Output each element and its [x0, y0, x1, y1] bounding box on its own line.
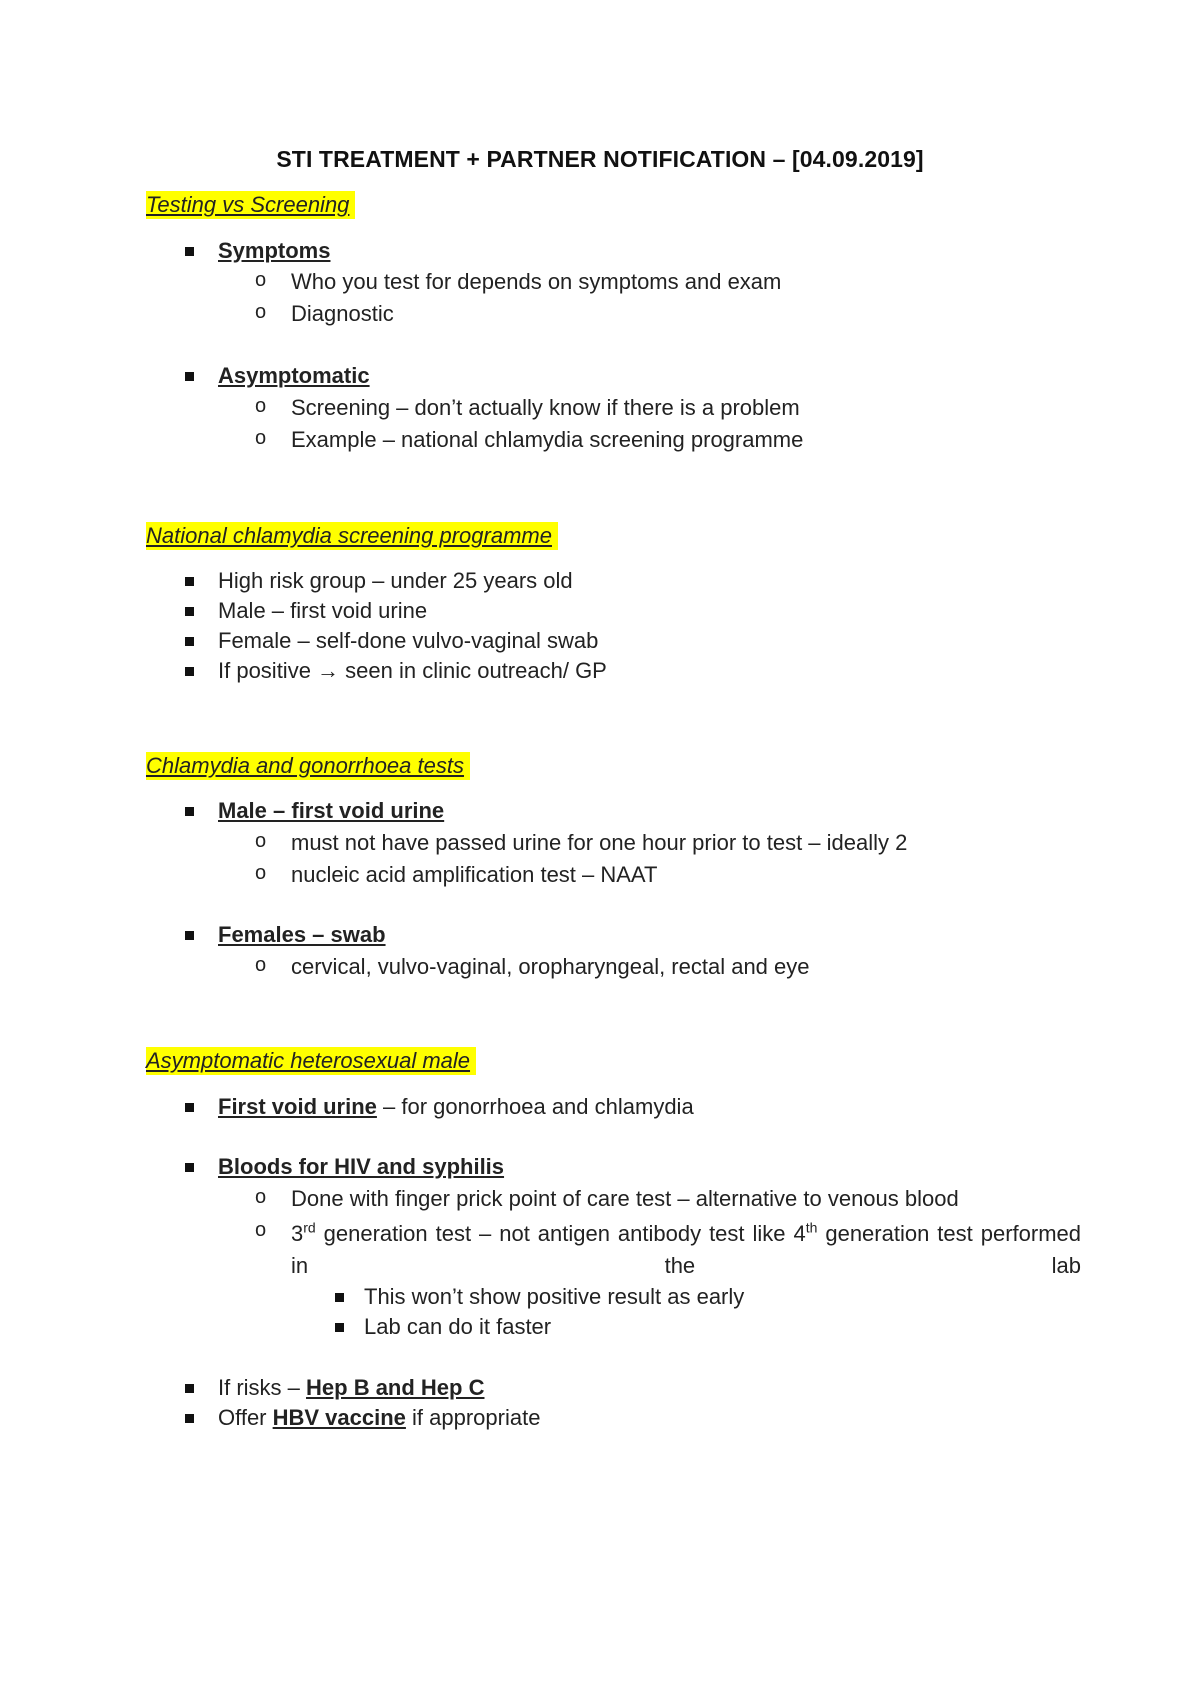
symptoms-label: Symptoms — [218, 238, 331, 263]
circle-bullet-icon: o — [255, 1186, 267, 1208]
asymptomatic-label: Asymptomatic — [218, 363, 370, 388]
list-item-text: generation test performed in the lab — [291, 1221, 1081, 1278]
section-heading-national-chlamydia: National chlamydia screening programme — [146, 522, 558, 550]
arrow-right-icon: → — [317, 658, 340, 683]
females-swab-label: Females – swab — [218, 922, 386, 947]
circle-bullet-icon: o — [255, 395, 267, 417]
offer-hbv-item — [218, 1404, 540, 1432]
square-bullet-icon — [185, 807, 194, 816]
square-bullet-icon — [185, 372, 194, 381]
square-bullet-icon — [185, 637, 194, 646]
hep-b-hep-c-label: Hep B and Hep C — [306, 1375, 485, 1400]
first-void-urine-label: First void urine — [218, 1094, 377, 1119]
section-heading-chlamydia-gonorrhoea-tests: Chlamydia and gonorrhoea tests — [146, 752, 470, 780]
square-bullet-icon — [185, 1384, 194, 1393]
male-first-void-urine-label: Male – first void urine — [218, 798, 445, 823]
circle-bullet-icon: o — [255, 269, 267, 291]
superscript: rd — [303, 1219, 316, 1236]
list-item-text: 3 — [291, 1221, 304, 1246]
circle-bullet-icon: o — [255, 1219, 267, 1241]
square-bullet-icon — [185, 667, 194, 676]
square-bullet-icon — [185, 1163, 194, 1172]
square-bullet-icon — [185, 607, 194, 616]
list-item: nucleic acid amplification test – NAAT — [291, 862, 658, 887]
section-heading-asymptomatic-heterosexual-male: Asymptomatic heterosexual male — [146, 1047, 476, 1075]
sub-list-item: Lab can do it faster — [364, 1314, 552, 1339]
list-item-text: – for gonorrhoea and chlamydia — [376, 1094, 694, 1119]
sub-list-item: This won’t show positive result as early — [364, 1284, 745, 1309]
list-item-text: If risks – — [218, 1375, 307, 1400]
list-item-text: seen in clinic outreach/ GP — [339, 658, 607, 683]
square-bullet-icon — [185, 247, 194, 256]
list-item: must not have passed urine for one hour prior to test – ideally 2 — [291, 830, 908, 855]
first-void-urine-item — [218, 1093, 694, 1121]
list-item: Example – national chlamydia screening programme — [291, 427, 804, 452]
circle-bullet-icon: o — [255, 862, 267, 884]
if-risks-item — [218, 1374, 484, 1402]
circle-bullet-icon: o — [255, 830, 267, 852]
list-item: High risk group – under 25 years old — [218, 568, 573, 593]
list-item: Screening – don’t actually know if there is a problem — [291, 395, 800, 420]
list-item: Female – self-done vulvo-vaginal swab — [218, 628, 599, 653]
circle-bullet-icon: o — [255, 301, 267, 323]
square-bullet-icon — [335, 1323, 344, 1332]
list-item-text: Offer — [218, 1405, 273, 1430]
list-item-if-positive — [218, 657, 607, 685]
square-bullet-icon — [185, 1103, 194, 1112]
circle-bullet-icon: o — [255, 954, 267, 976]
list-item: Who you test for depends on symptoms and exam — [291, 269, 782, 294]
list-item-text: generation test – not antigen antibody test like 4 — [315, 1221, 806, 1246]
list-item: Diagnostic — [291, 301, 394, 326]
section-heading-testing-vs-screening: Testing vs Screening — [146, 191, 355, 219]
list-item: Male – first void urine — [218, 598, 428, 623]
square-bullet-icon — [185, 1414, 194, 1423]
hbv-vaccine-label: HBV vaccine — [272, 1405, 406, 1430]
list-item: Done with finger prick point of care test – alternative to venous blood — [291, 1186, 959, 1211]
list-item-generation-test — [291, 1218, 1081, 1282]
list-item-text: if appropriate — [405, 1405, 541, 1430]
circle-bullet-icon: o — [255, 427, 267, 449]
bloods-hiv-syphilis-label: Bloods for HIV and syphilis — [218, 1154, 505, 1179]
list-item: cervical, vulvo-vaginal, oropharyngeal, rectal and eye — [291, 954, 810, 979]
square-bullet-icon — [185, 931, 194, 940]
superscript: th — [805, 1219, 818, 1236]
square-bullet-icon — [335, 1293, 344, 1302]
list-item-text: If positive — [218, 658, 318, 683]
page-title: STI TREATMENT + PARTNER NOTIFICATION – [04.09.2019] — [276, 146, 924, 172]
square-bullet-icon — [185, 577, 194, 586]
